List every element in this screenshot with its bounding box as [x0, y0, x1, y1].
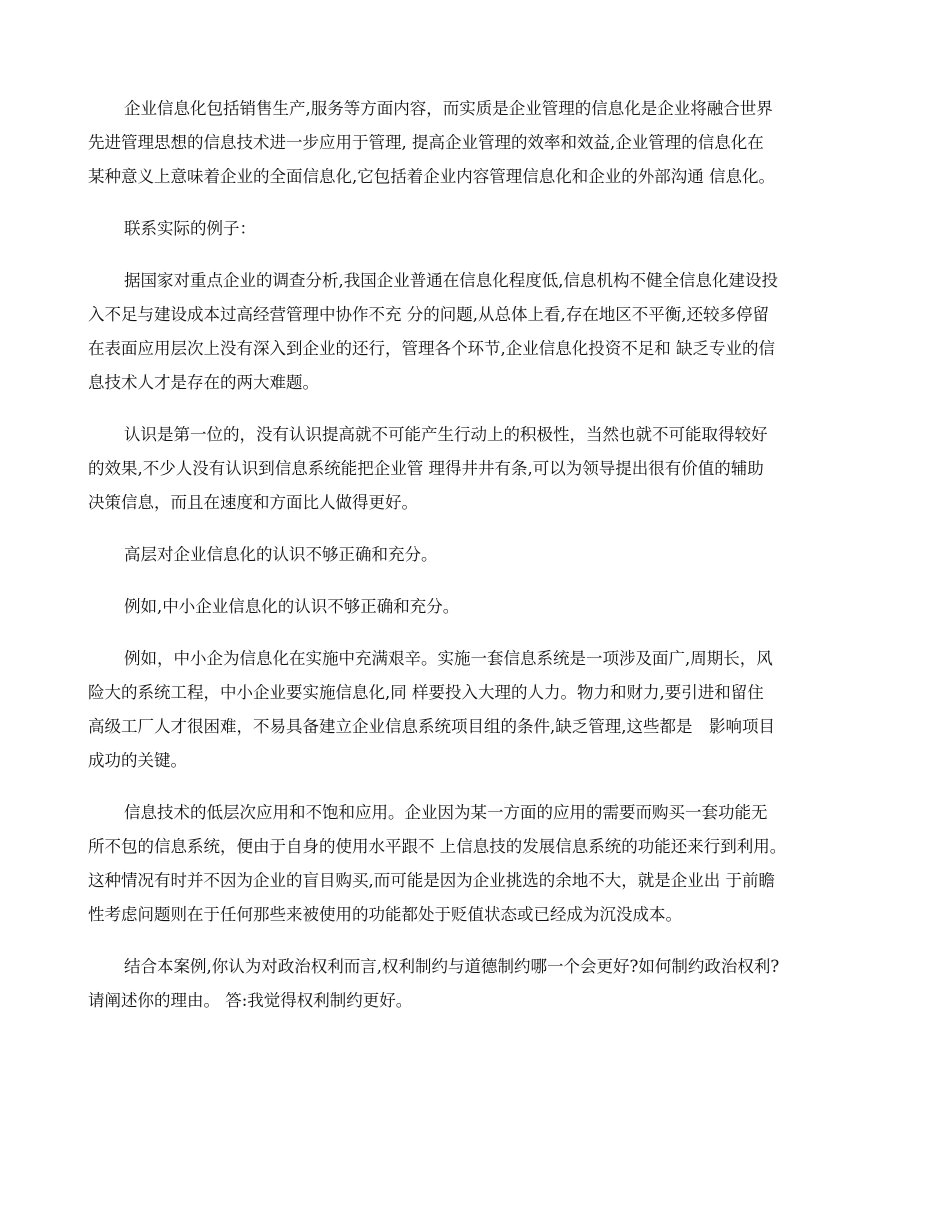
text-line: 高层对企业信息化的认识不够正确和充分。: [124, 545, 438, 564]
text-line: 成功的关键。: [88, 751, 187, 770]
paragraph-5: [88, 538, 864, 572]
text-line: 决策信息，而且在速度和方面比人做得更好。: [88, 493, 418, 512]
text-line: 企业信息化包括销售生产,服务等方面内容，而实质是企业管理的信息化是企业将融合世界: [124, 99, 773, 118]
text-line: 险大的系统工程，中小企业要实施信息化,同 样要投入大理的人力。物力和财力,要引进和留住: [88, 683, 764, 702]
paragraph-8: [88, 796, 864, 932]
paragraph-7: [88, 642, 864, 778]
paragraph-2: [88, 212, 864, 246]
text-line: 例如，中小企为信息化在实施中充满艰辛。实施一套信息系统是一项涉及面广,周期长，风: [124, 649, 773, 668]
text-line: 某种意义上意味着企业的全面信息化,它包括着企业内容管理信息化和企业的外部沟通 信息化。: [88, 167, 775, 186]
text-line: 性考虑问题则在于任何那些来被使用的功能都处于贬值状态或已经成为沉没成本。: [88, 905, 682, 924]
text-line: 高级工厂人才很困难，不易具备建立企业信息系统项目组的条件,缺乏管理,这些都是 影响项目: [88, 717, 775, 736]
text-line: 结合本案例,你认为对政治权利而言,权利制约与道德制约哪一个会更好?如何制约政治权利?: [124, 957, 780, 976]
text-line: 请阐述你的理由。 答:我觉得权利制约更好。: [88, 991, 413, 1010]
text-line: 例如,中小企业信息化的认识不够正确和充分。: [124, 597, 460, 616]
paragraph-4: [88, 418, 864, 520]
text-line: 息技术人才是存在的两大难题。: [88, 373, 319, 392]
paragraph-6: [88, 590, 864, 624]
text-line: 在表面应用层次上没有深入到企业的还行，管理各个环节,企业信息化投资不足和 缺乏专业的信: [88, 339, 775, 358]
text-line: 联系实际的例子：: [124, 219, 256, 238]
text-line: 认识是第一位的，没有认识提高就不可能产生行动上的积极性，当然也就不可能取得较好: [124, 425, 768, 444]
document-page: [88, 92, 864, 1036]
text-line: 这种情况有时并不因为企业的盲目购买,而可能是因为企业挑选的余地不大，就是企业出 于前瞻: [88, 871, 775, 890]
paragraph-9: [88, 950, 864, 1018]
paragraph-3: [88, 264, 864, 400]
text-line: 所不包的信息系统，便由于自身的使用水平跟不 上信息技的发展信息系统的功能还来行到利用。: [88, 837, 787, 856]
text-line: 的效果,不少人没有认识到信息系统能把企业管 理得井井有条,可以为领导提出很有价值的辅助: [88, 459, 764, 478]
text-line: 信息技术的低层次应用和不饱和应用。企业因为某一方面的应用的需要而购买一套功能无: [124, 803, 768, 822]
text-line: 入不足与建设成本过高经营管理中协作不充 分的问题,从总体上看,存在地区不平衡,还较多停留: [88, 305, 769, 324]
paragraph-1: [88, 92, 864, 194]
text-line: 据国家对重点企业的调查分析,我国企业普通在信息化程度低,信息机构不健全信息化建设投: [124, 271, 778, 290]
text-line: 先进管理思想的信息技术进一步应用于管理, 提高企业管理的效率和效益,企业管理的信息化在: [88, 133, 764, 152]
